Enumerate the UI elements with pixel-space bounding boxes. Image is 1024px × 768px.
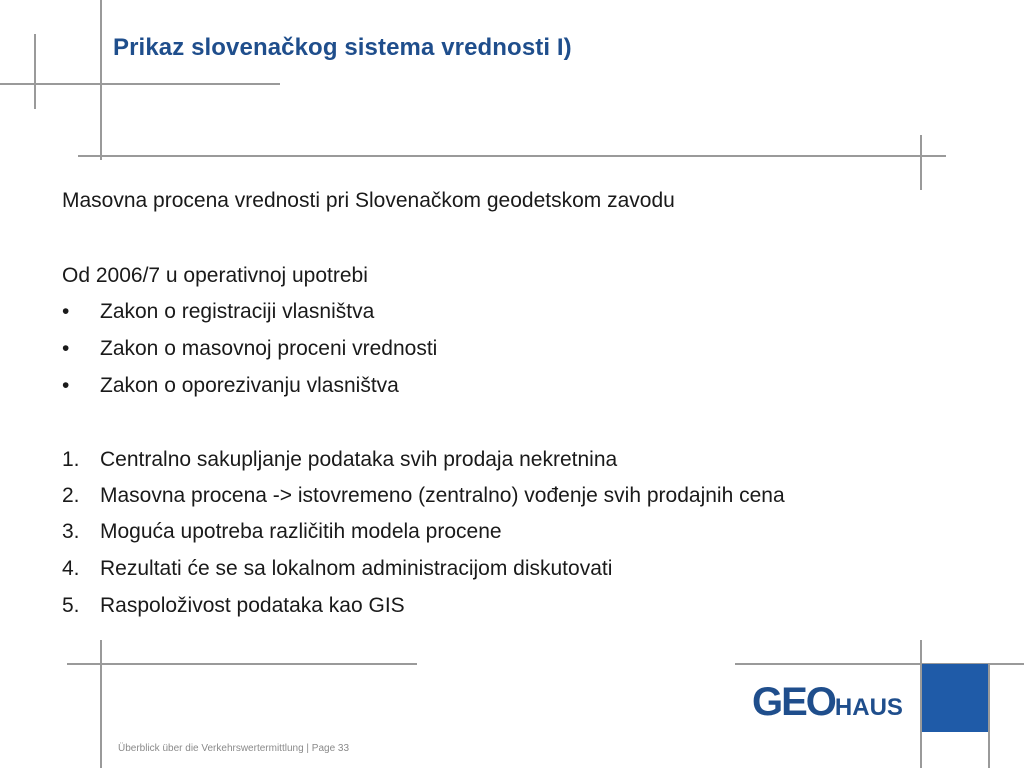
frame-line [100,640,102,768]
frame-line [0,83,280,85]
frame-line [988,663,990,768]
frame-line [67,663,417,665]
list-item-label: Zakon o masovnoj proceni vrednosti [100,337,438,360]
geohaus-logo [752,680,903,725]
list-item-label: Zakon o oporezivanju vlasništva [100,374,399,397]
bullet-marker: • [62,300,70,323]
numbered-item-label: Centralno sakupljanje podataka svih prodaja nekretnina [100,448,618,471]
bullet-marker: • [62,337,70,360]
page-title: Prikaz slovenačkog sistema vrednosti I) [113,34,572,61]
number-marker: 5. [62,594,80,617]
frame-line [78,155,946,157]
footer-text: Überblick über die Verkehrswertermittlung | Page 33 [118,743,350,754]
number-marker: 1. [62,448,80,471]
frame-line [920,135,922,190]
intro-text: Od 2006/7 u operativnoj upotrebi [62,264,368,287]
frame-line [34,34,36,109]
numbered-item-label: Moguća upotreba različitih modela procene [100,520,502,543]
number-marker: 2. [62,484,80,507]
logo-blue-square [922,664,988,732]
number-marker: 4. [62,557,80,580]
number-marker: 3. [62,520,80,543]
logo-text-small: HAUS [834,694,903,721]
bullet-marker: • [62,374,70,397]
numbered-item-label: Rezultati će se sa lokalnom administracijom diskutovati [100,557,613,580]
list-item-label: Zakon o registraciji vlasništva [100,300,375,323]
frame-line [100,0,102,160]
subtitle: Masovna procena vrednosti pri Slovenačkom geodetskom zavodu [62,189,675,212]
numbered-item-label: Masovna procena -> istovremeno (zentralno) vođenje svih prodajnih cena [100,484,785,507]
numbered-item-label: Raspoloživost podataka kao GIS [100,594,405,617]
logo-text-big: GEO [752,680,835,724]
